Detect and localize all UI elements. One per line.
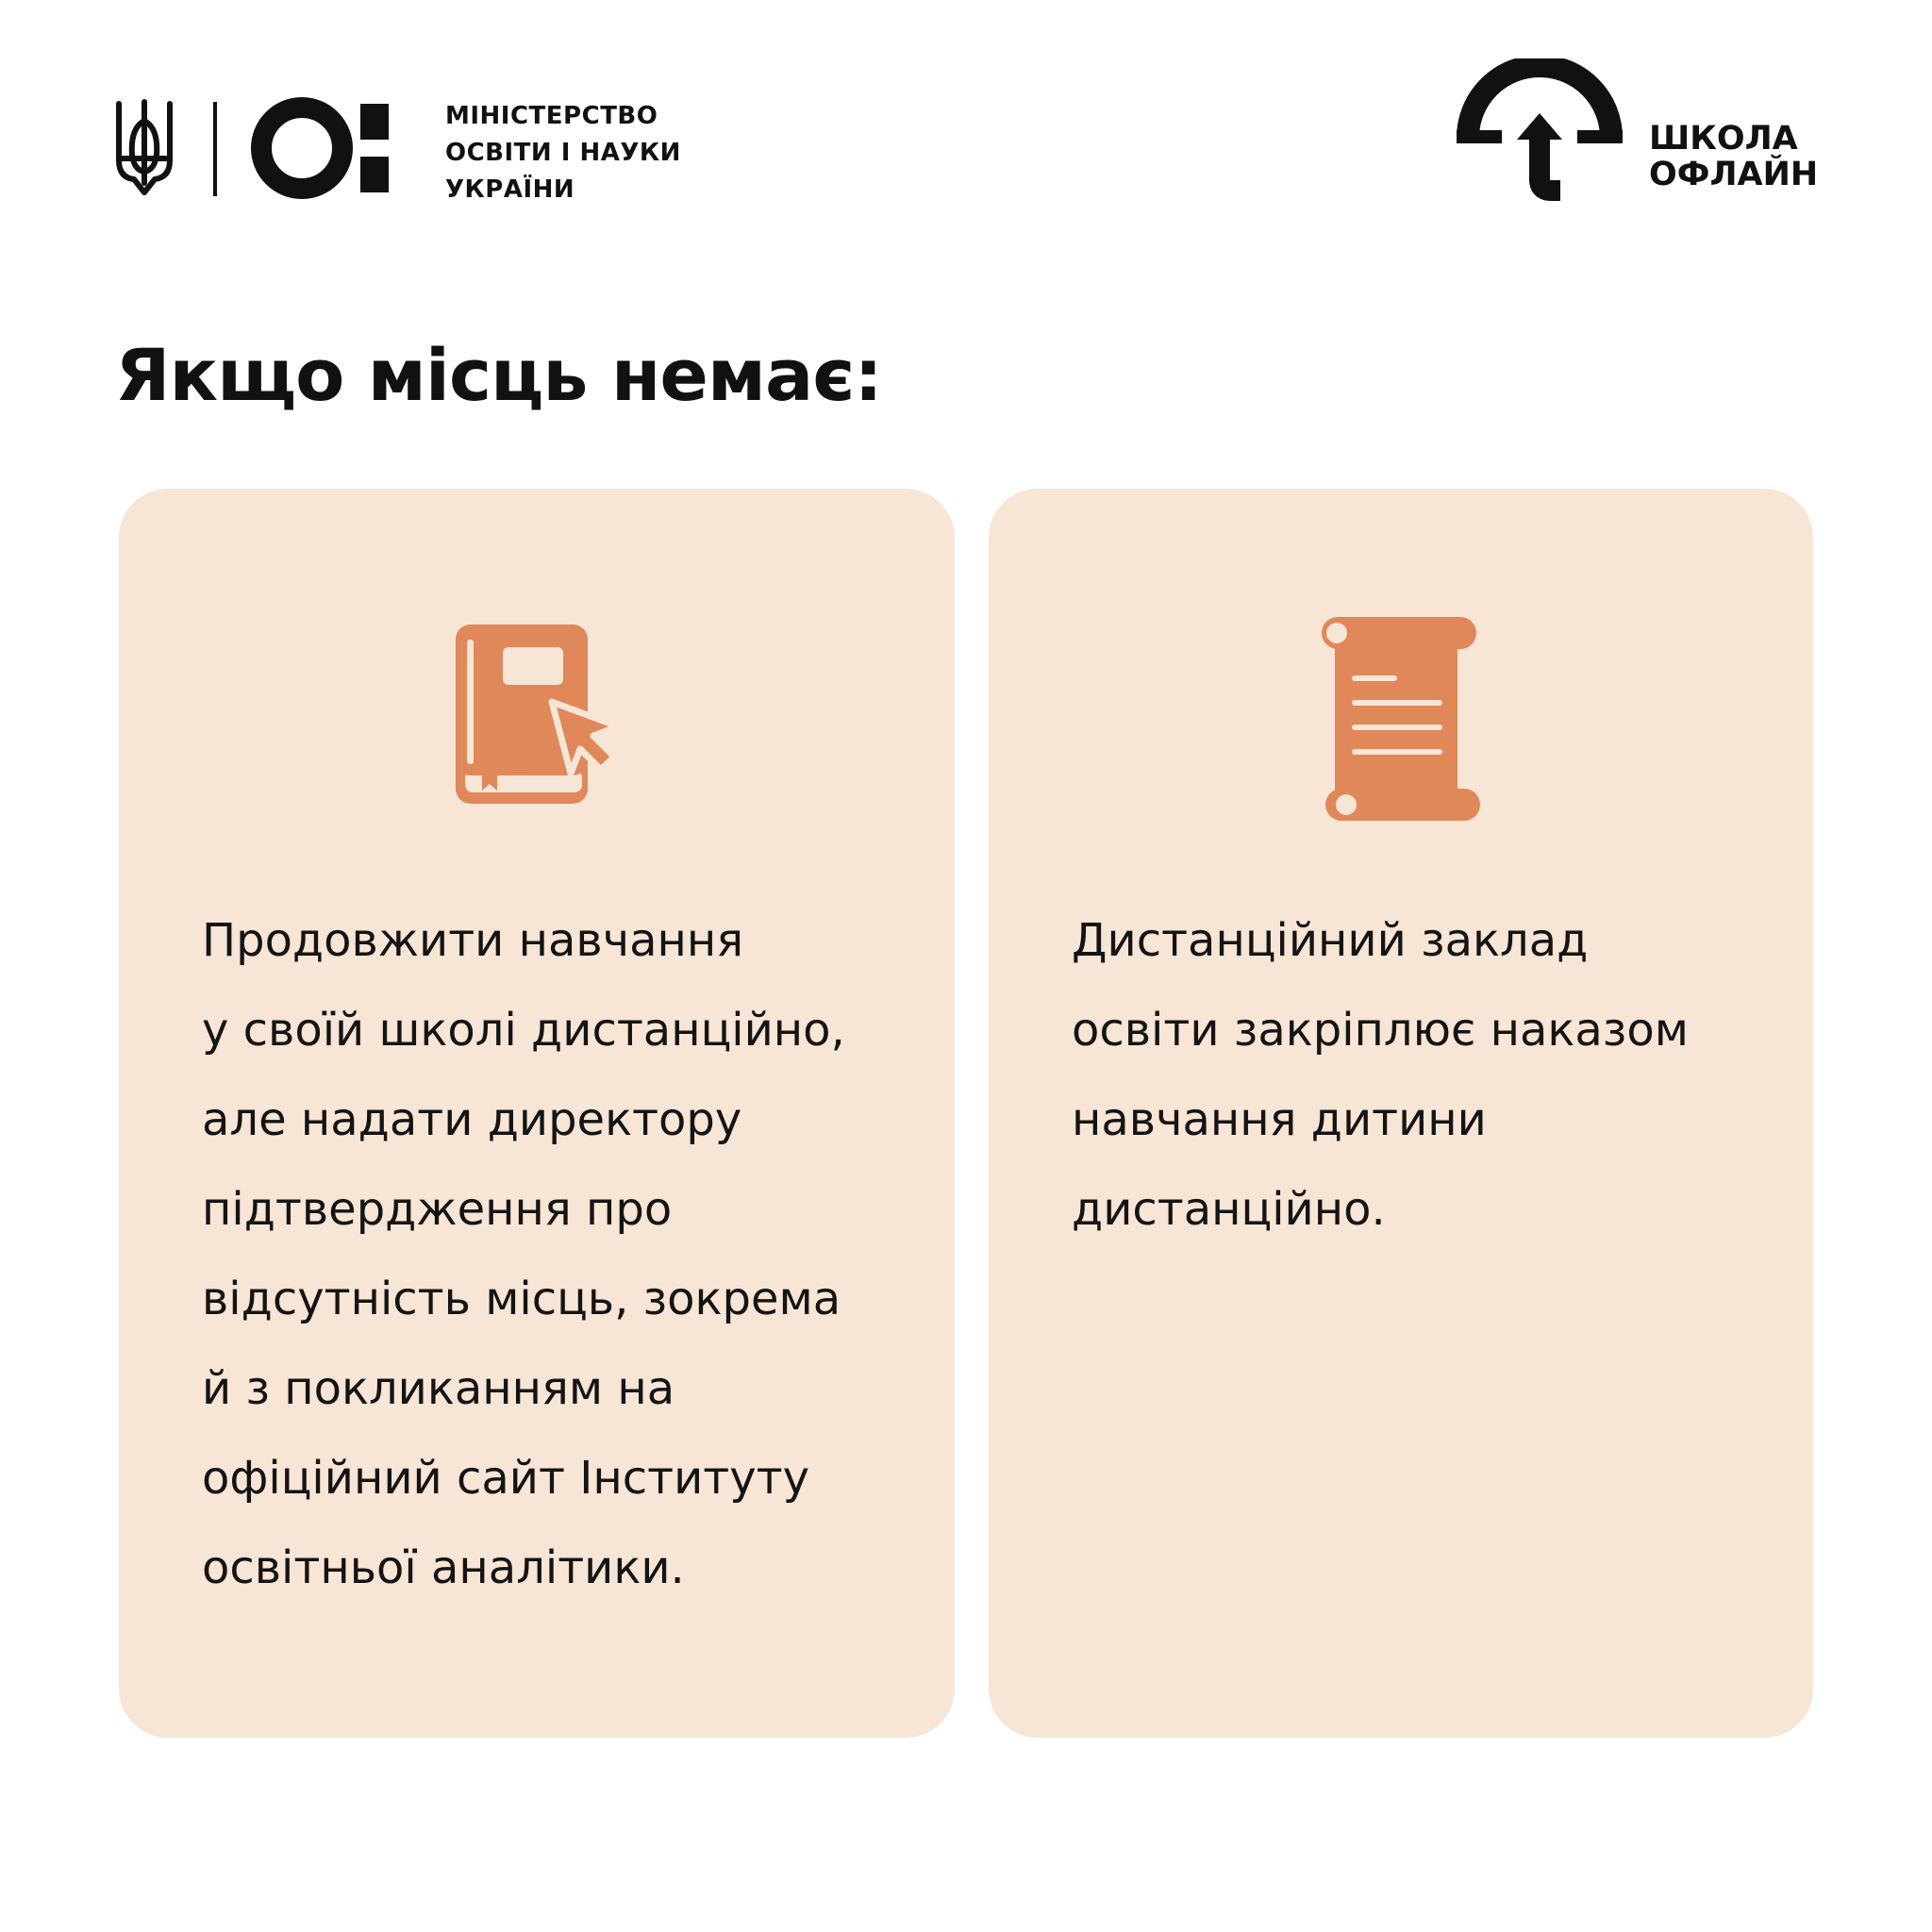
card-text bbox=[1072, 896, 1689, 1255]
card-text-line: підтвердження про bbox=[202, 1183, 673, 1236]
card-text-line: й з покликанням на bbox=[202, 1362, 675, 1415]
book-cursor-icon bbox=[442, 611, 631, 809]
page-title: Якщо місць немає: bbox=[115, 333, 882, 417]
trident-icon bbox=[113, 96, 175, 200]
scroll-document-icon bbox=[1316, 611, 1486, 828]
card-text-line: але надати директору bbox=[202, 1093, 742, 1146]
logo-divider bbox=[213, 102, 217, 196]
school-name-line-1: ШКОЛА bbox=[1649, 120, 1798, 158]
card-text-line: освіти закріплює наказом bbox=[1072, 1004, 1689, 1057]
school-name-line-2: ОФЛАЙН bbox=[1649, 156, 1819, 193]
school-offline-name bbox=[1649, 121, 1818, 192]
card-text-line: у своїй школі дистанційно, bbox=[202, 1004, 845, 1057]
ministry-name-line-2: ОСВІТИ І НАУКИ bbox=[445, 139, 681, 167]
card-text-line: навчання дитини bbox=[1072, 1093, 1487, 1146]
card-text-line: офіційний сайт Інституту bbox=[202, 1452, 810, 1505]
mon-logo-mark-icon bbox=[251, 96, 391, 200]
school-offline-mark-icon bbox=[1457, 58, 1623, 202]
card-text-line: Продовжити навчання bbox=[202, 914, 744, 967]
card-text-line: відсутність місць, зокрема bbox=[202, 1273, 841, 1325]
card-text-line: дистанційно. bbox=[1072, 1183, 1386, 1236]
ministry-name bbox=[445, 98, 681, 208]
ministry-logo bbox=[113, 94, 717, 208]
card-text-line: освітньої аналітики. bbox=[202, 1541, 685, 1594]
card-continue-distance-learning bbox=[119, 489, 955, 1738]
card-distance-school bbox=[989, 489, 1813, 1738]
card-text bbox=[202, 896, 845, 1613]
card-text-line: Дистанційний заклад bbox=[1072, 914, 1589, 967]
ministry-name-line-1: МІНІСТЕРСТВО bbox=[445, 102, 658, 130]
school-offline-logo bbox=[1457, 58, 1834, 209]
ministry-name-line-3: УКРАЇНИ bbox=[445, 175, 575, 204]
